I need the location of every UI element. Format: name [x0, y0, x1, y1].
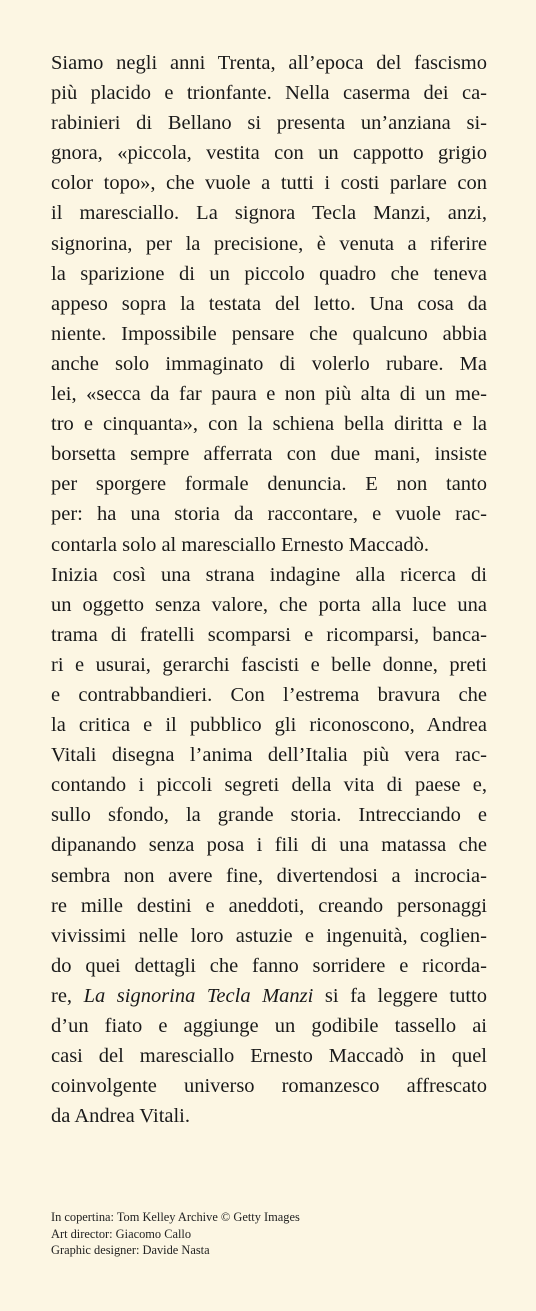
blurb-line: re mille destini e aneddoti, creando personaggi — [51, 894, 487, 917]
cover-photo-credit: In copertina: Tom Kelley Archive © Getty Images — [51, 1210, 300, 1224]
blurb-line: d’un fiato e aggiunge un godibile tassello ai — [51, 1015, 487, 1037]
art-director-credit: Art director: Giacomo Callo — [51, 1226, 192, 1241]
blurb-line: e contrabbandieri. Con l’estrema bravura che — [51, 683, 487, 706]
blurb-line: più placido e trionfante. Nella caserma dei ca- — [51, 82, 487, 105]
blurb-line: rabinieri di Bellano si presenta un’anziana si- — [51, 112, 487, 135]
blurb-line: Vitali disegna l’anima dell’Italia più vera rac- — [51, 744, 487, 767]
graphic-designer-credit: Graphic designer: Davide Nasta — [51, 1243, 210, 1257]
blurb-line: do quei dettagli che fanno sorridere e ricorda- — [51, 954, 487, 977]
blurb-line: la critica e il pubblico gli riconoscono, Andrea — [51, 714, 487, 737]
blurb-line: da Andrea Vitali. — [51, 1105, 191, 1128]
blurb-line: lei, «secca da far paura e non più alta di un me- — [51, 383, 487, 406]
back-cover-blurb — [51, 48, 487, 1131]
blurb-line: niente. Impossibile pensare che qualcuno abbia — [51, 322, 487, 345]
blurb-line: contando i piccoli segreti della vita di paese e, — [51, 774, 487, 797]
blurb-line: tro e cinquanta», con la schiena bella diritta e la — [51, 413, 487, 436]
blurb-line: signorina, per la precisione, è venuta a riferire — [51, 232, 487, 255]
blurb-line-start: re, — [51, 984, 84, 1007]
blurb-line: borsetta sempre afferrata con due mani, insiste — [51, 443, 487, 466]
blurb-line: casi del maresciallo Ernesto Maccadò in quel — [51, 1045, 487, 1068]
blurb-line: color topo», che vuole a tutti i costi parlare con — [51, 172, 487, 195]
blurb-line: coinvolgente universo romanzesco affrescato — [51, 1075, 487, 1098]
blurb-line: gnora, «piccola, vestita con un cappotto grigio — [51, 142, 487, 165]
blurb-line: contarla solo al maresciallo Ernesto Maccadò. — [51, 533, 429, 556]
blurb-line: vivissimi nelle loro astuzie e ingenuità, coglien- — [51, 924, 487, 947]
blurb-line: per sporgere formale denuncia. E non tanto — [51, 473, 487, 496]
blurb-line: sembra non avere fine, divertendosi a incrocia- — [51, 864, 487, 887]
blurb-line: trama di fratelli scomparsi e ricomparsi, banca- — [51, 623, 487, 646]
blurb-line: per: ha una storia da raccontare, e vuole rac- — [51, 503, 487, 526]
blurb-line: il maresciallo. La signora Tecla Manzi, anzi, — [51, 202, 487, 225]
blurb-line: la sparizione di un piccolo quadro che teneva — [51, 262, 487, 285]
blurb-line-with-title — [51, 981, 487, 1011]
blurb-line: ri e usurai, gerarchi fascisti e belle donne, preti — [51, 653, 487, 676]
blurb-line: Inizia così una strana indagine alla ricerca di — [51, 563, 487, 586]
blurb-line: anche solo immaginato di volerlo rubare. Ma — [51, 352, 487, 375]
blurb-line: appeso sopra la testata del letto. Una cosa da — [51, 292, 487, 315]
blurb-line: dipanando senza posa i fili di una matassa che — [51, 834, 487, 857]
cover-credits — [51, 1209, 491, 1259]
blurb-line: sullo sfondo, la grande storia. Intrecciando e — [51, 804, 487, 827]
book-title: La signorina Tecla Manzi — [83, 984, 314, 1007]
blurb-line: Siamo negli anni Trenta, all’epoca del fascismo — [51, 52, 487, 74]
blurb-line-end: si fa leggere tutto — [313, 984, 487, 1007]
blurb-line: un oggetto senza valore, che porta alla luce una — [51, 593, 487, 616]
